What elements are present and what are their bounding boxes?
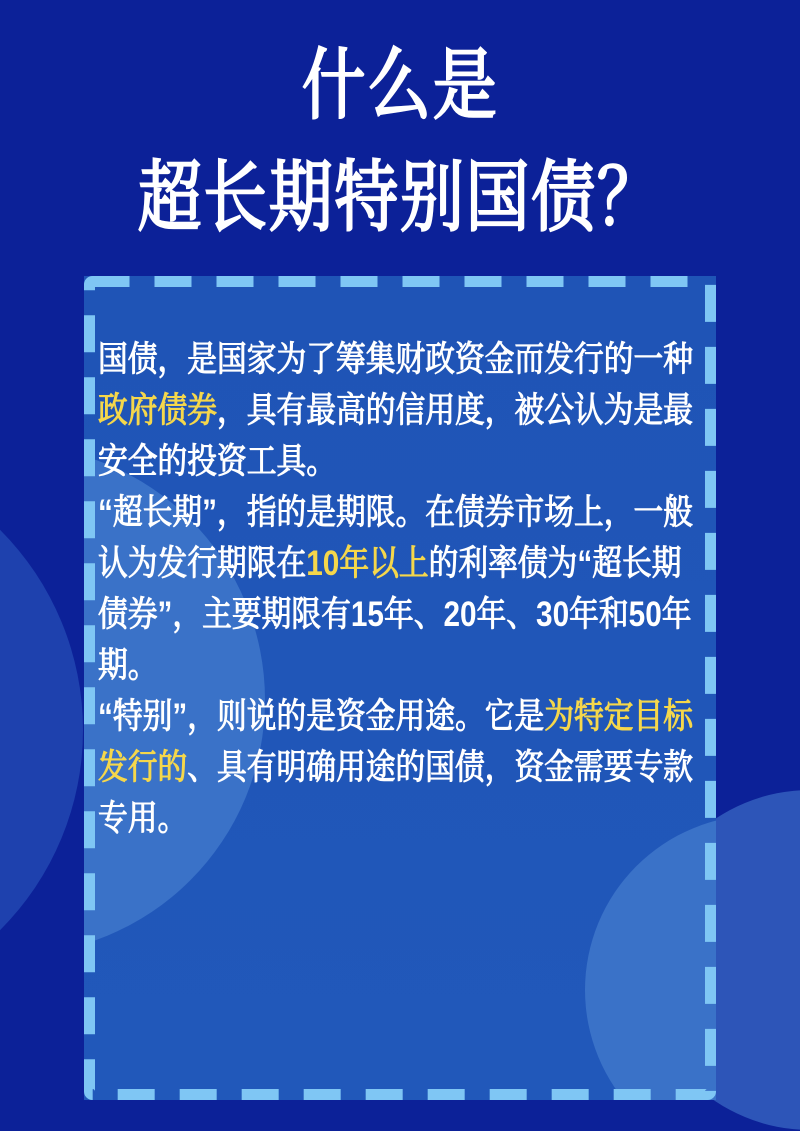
decorative-circle-left: [0, 447, 83, 1013]
content-text: [98, 334, 696, 844]
body-text: “特别”，则说的是资金用途。它是: [98, 697, 545, 736]
highlighted-text: 10年以上: [306, 544, 429, 583]
content-panel: [84, 276, 716, 1100]
body-text: “超长期”，指的是期限。在债券市场上，一般认为发行期限在: [98, 493, 694, 583]
body-text: 、具有明确用途的国债，资金需要专款专用。: [98, 748, 694, 838]
body-text: 的利率债为“超长期债券”，主要期限有15年、20年、30年和50年期。: [98, 544, 692, 685]
panel-decorative-circle-bottom-right: [585, 815, 716, 1100]
title-line-2: 超长期特别国债？: [137, 153, 663, 241]
body-text: 国债，是国家为了筹集财政资金而发行的一种: [98, 340, 694, 379]
body-text: ，具有最高的信用度，被公认为是最安全的投资工具。: [98, 391, 694, 481]
paragraph: [98, 334, 696, 487]
highlighted-text: 为特定目标发行的: [98, 697, 694, 787]
highlighted-text: 政府债券: [98, 391, 218, 430]
poster-title: [72, 41, 728, 241]
title-line-1: 什么是: [301, 41, 499, 129]
paragraph: [98, 487, 696, 691]
paragraph: [98, 691, 696, 844]
